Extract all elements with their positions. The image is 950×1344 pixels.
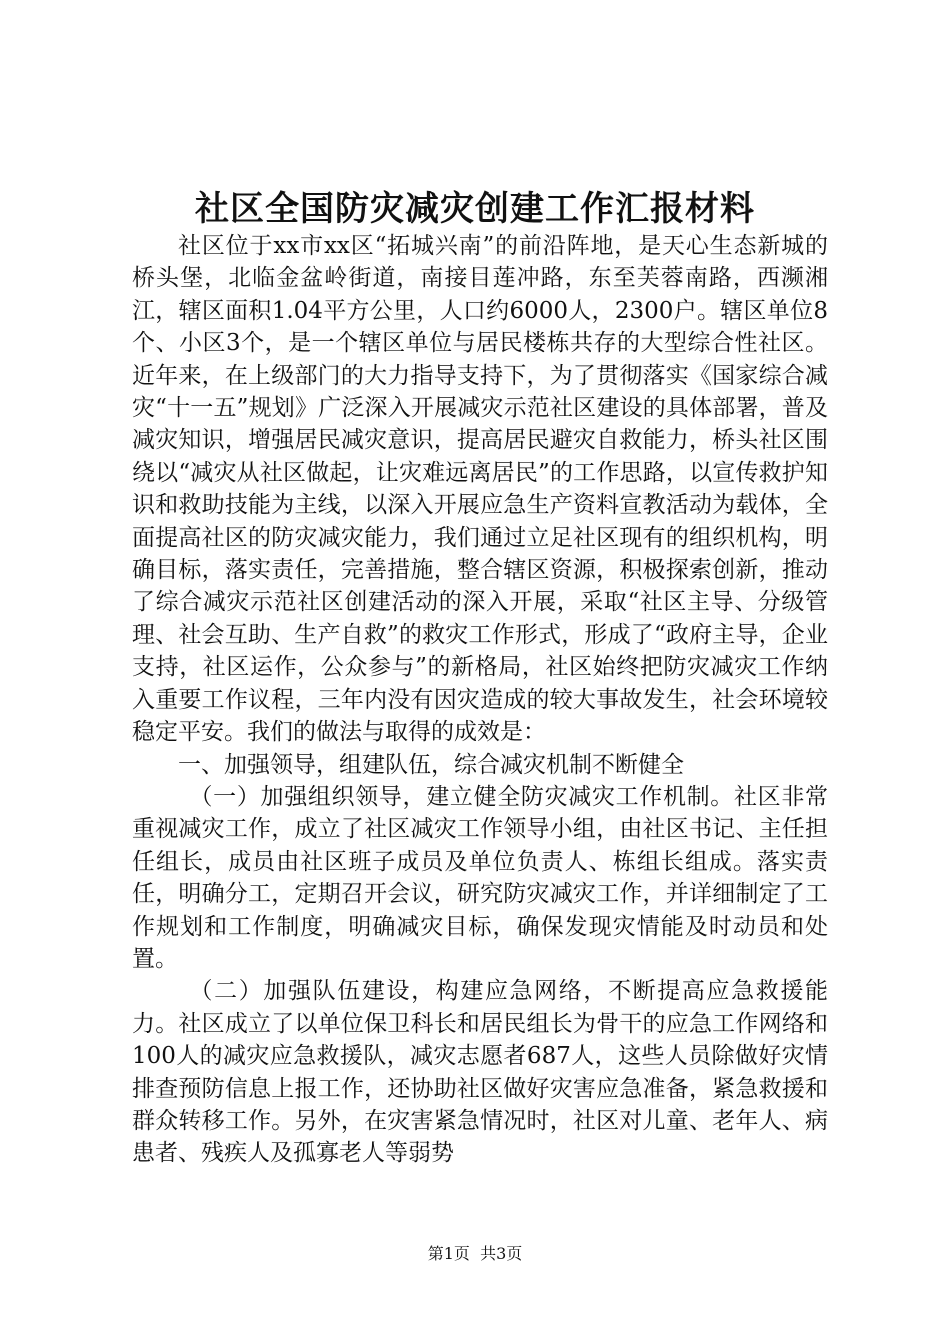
page-number-label: 第1页 共3页: [427, 1244, 523, 1263]
document-body: [132, 230, 828, 1170]
document-title: 社区全国防灾减灾创建工作汇报材料: [195, 189, 755, 229]
section-heading-1: 一、加强领导，组建队伍，综合减灾机制不断健全: [178, 751, 684, 778]
paragraph-subsection-2: （二）加强队伍建设，构建应急网络，不断提高应急救援能力。社区成立了以单位保卫科长和居民组长为骨干的应急工作网络和100人的减灾应急救援队，减灾志愿者687人，这些人员除做好灾情排查预防信息上报工作，还协助社区做好灾害应急准备，紧急救援和群众转移工作。另外，在灾害紧急情况时，社区对儿童、老年人、病患者、残疾人及孤寡老人等弱势: [132, 978, 828, 1167]
paragraph-subsection-1: （一）加强组织领导，建立健全防灾减灾工作机制。社区非常重视减灾工作，成立了社区减灾工作领导小组，由社区书记、主任担任组长，成员由社区班子成员及单位负责人、栋组长组成。落实责任，明确分工，定期召开会议，研究防灾减灾工作，并详细制定了工作规划和工作制度，明确减灾目标，确保发现灾情能及时动员和处置。: [132, 783, 828, 972]
page-footer: [0, 1242, 950, 1266]
paragraph-intro: 社区位于xx市xx区“拓城兴南”的前沿阵地，是天心生态新城的桥头堡，北临金盆岭街道，南接目莲冲路，东至芙蓉南路，西濒湘江，辖区面积1.04平方公里，人口约6000人，2300户。辖区单位8个、小区3个，是一个辖区单位与居民楼栋共存的大型综合性社区。近年来，在上级部门的大力指导支持下，为了贯彻落实《国家综合减灾“十一五”规划》广泛深入开展减灾示范社区建设的具体部署，普及减灾知识，增强居民减灾意识，提高居民避灾自救能力，桥头社区围绕以“减灾从社区做起，让灾难远离居民”的工作思路，以宣传救护知识和救助技能为主线，以深入开展应急生产资料宣教活动为载体，全面提高社区的防灾减灾能力，我们通过立足社区现有的组织机构，明确目标，落实责任，完善措施，整合辖区资源，积极探索创新，推动了综合减灾示范社区创建活动的深入开展，采取“社区主导、分级管理、社会互助、生产自救”的救灾工作形式，形成了“政府主导，企业支持，社区运作，公众参与”的新格局，社区始终把防灾减灾工作纳入重要工作议程，三年内没有因灾造成的较大事故发生，社会环境较稳定平安。我们的做法与取得的成效是：: [132, 233, 828, 746]
